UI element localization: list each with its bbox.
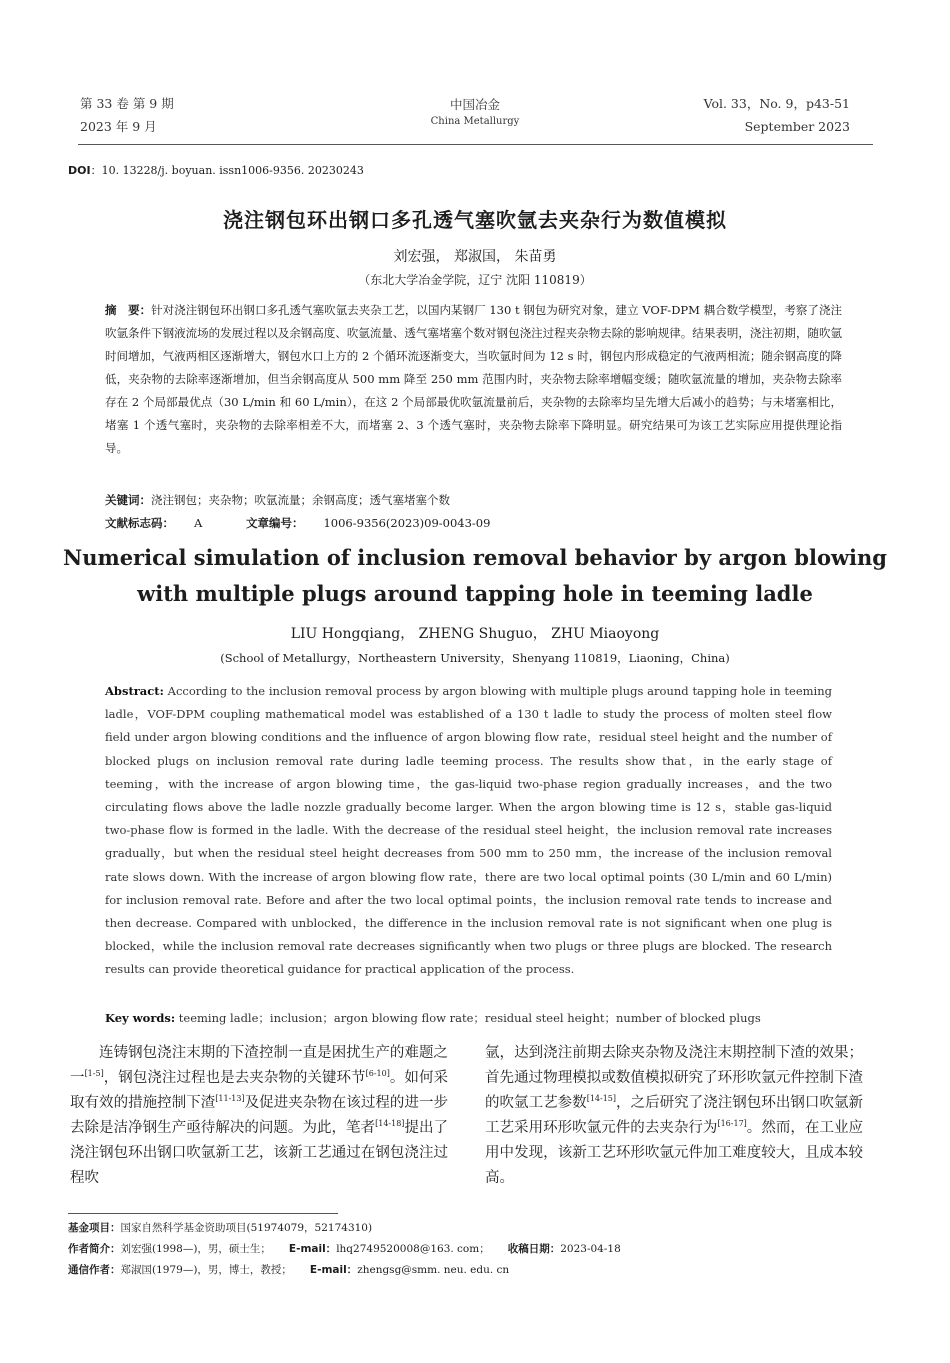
abstract-label-en: Abstract: (105, 684, 164, 698)
abstract-en (105, 680, 832, 982)
journal-volume-en (704, 92, 850, 138)
doi (68, 162, 364, 178)
citation: [16-17] (717, 1119, 747, 1128)
citation: [14-18] (375, 1119, 405, 1128)
article-meta-cn (105, 512, 530, 535)
doc-code: A (194, 516, 203, 530)
doi-value: ：10. 13228/j. boyuan. issn1006-9356. 20230243 (90, 164, 364, 177)
keywords-text-en: teeming ladle；inclusion；argon blowing flow rate；residual steel height；number of blocked plugs (178, 1011, 761, 1025)
footnote-rule (68, 1213, 338, 1214)
citation: [1-5] (84, 1069, 104, 1078)
abstract-text-en: According to the inclusion removal process by argon blowing with multiple plugs around tapping hole in teeming ladle，VOF-DPM coupling mathematical model was established of a 130 t ladle to study the process of molten steel flow field under argon blowing conditions and the influence of argon blowing flow rate，residual steel height and the number of blocked plugs on inclusion removal rate during ladle teeming process. The results show that，in the early stage of teeming，with the increase of argon blowing time，the gas-liquid two-phase region gradually increases，and the two circulating flows above the ladle nozzle gradually become larger. When the argon blowing time is 12 s，stable gas-liquid two-phase flow is formed in the ladle. With the decrease of the residual steel height，the inclusion removal rate increases gradually，but when the residual steel height decreases from 500 mm to 250 mm，the increase of the inclusion removal rate slows down. With the increase of argon blowing flow rate，there are two local optimal points (30 L/min and 60 L/min) for inclusion removal rate. Before and after the two local optimal points，the inclusion removal rate tends to increase and then decrease. Compared with unblocked，the difference in the inclusion removal rate is not significant when one plug is blocked，while the inclusion removal rate decreases significantly when two plugs or three plugs are blocked. The research results can provide theoretical guidance for practical application of the process. (105, 684, 832, 977)
body-column-left (70, 1041, 448, 1191)
keywords-cn (105, 489, 842, 512)
citation: [6-10] (365, 1069, 390, 1078)
date-cn: 2023 年 9 月 (80, 119, 157, 134)
received-date: 2023-04-18 (560, 1243, 621, 1255)
authors-en: LIU Hongqiang， ZHENG Shuguo， ZHU Miaoyong (290, 626, 660, 642)
body-text: 连铸钢包浇注末期的下渣控制一直是困扰生产的难题之一 (70, 1045, 448, 1086)
article-no-label: 文章编号： (245, 516, 304, 530)
body-text: 。如何采取有效的措施控制下渣 (70, 1070, 449, 1111)
affiliation-en: (School of Metallurgy，Northeastern University，Shenyang 110819，Liaoning，China) (220, 651, 730, 665)
article-no: 1006-9356(2023)09-0043-09 (323, 516, 491, 530)
abstract-label-cn: 摘 要： (105, 303, 152, 317)
abstract-cn (105, 299, 842, 460)
volume-issue-cn: 第 33 卷 第 9 期 (80, 96, 174, 111)
fund-label: 基金项目： (68, 1222, 121, 1234)
body-text: 及促进夹杂物在该过程的进一步去除是洁净钢生产亟待解决的问题。为此，笔者 (70, 1095, 449, 1136)
abstract-text-cn: 针对浇注钢包环出钢口多孔透气塞吹氩去夹杂工艺，以国内某钢厂 130 t 钢包为研究对象，建立 VOF-DPM 耦合数学模型，考察了浇注吹氩条件下钢液流场的发展过程以及余钢高度、吹氩流量、透气塞堵塞个数对钢包浇注过程夹杂物去除的影响规律。结果表明，浇注初期，随吹氩时间增加，气液两相区逐渐增大，钢包水口上方的 2 个循环流逐渐变大，当吹氩时间为 12 s 时，钢包内形成稳定的气液两相流；随余钢高度的降低，夹杂物的去除率逐渐增加，但当余钢高度从 500 mm 降至 250 mm 范围内时，夹杂物去除率增幅变缓；随吹氩流量的增加，夹杂物去除率存在 2 个局部最优点（30 L/min 和 60 L/min），在这 2 个局部最优吹氩流量前后，夹杂物的去除率均呈先增大后减小的趋势；与未堵塞相比，堵塞 1 个透气塞时，夹杂物的去除率相差不大，而堵塞 2、3 个透气塞时，夹杂物去除率下降明显。研究结果可为该工艺实际应用提供理论指导。 (105, 303, 842, 455)
body-text: 提出了浇注钢包环出钢口吹氩新工艺，该新工艺通过在钢包浇注过程吹 (70, 1120, 449, 1186)
title-en-line1: Numerical simulation of inclusion removal behavior by argon blowing (63, 545, 887, 570)
body-text: ，之后研究了浇注钢包环出钢口吹氩新工艺采用环形吹氩元件的去夹杂行为 (485, 1095, 864, 1136)
body-text: 氩，达到浇注前期去除夹杂物及浇注末期控制下渣的效果；首先通过物理模拟或数值模拟研究了环形吹氩元件控制下渣的吹氩工艺参数 (485, 1045, 863, 1111)
keywords-label-en: Key words: (105, 1011, 176, 1025)
title-en (0, 540, 950, 612)
journal-name-en: China Metallurgy (430, 116, 520, 127)
footnote-fund (68, 1218, 372, 1239)
date-en: September 2023 (744, 119, 850, 134)
footnote-corresponding (68, 1260, 509, 1281)
corr-label: 通信作者： (68, 1264, 121, 1276)
author-label: 作者简介： (68, 1243, 121, 1255)
authors-cn: 刘宏强， 郑淑国， 朱苗勇 (393, 249, 557, 265)
body-text: 。然而，在工业应用中发现，该新工艺环形吹氩元件加工难度较大，且成本较高。 (485, 1120, 864, 1186)
body-column-right (485, 1041, 863, 1191)
volume-pages-en: Vol. 33，No. 9，p43-51 (703, 96, 850, 111)
email-label: E-mail： (288, 1243, 337, 1255)
corr-email: zhengsg@smm. neu. edu. cn (357, 1264, 510, 1276)
title-en-line2: with multiple plugs around tapping hole in teeming ladle (137, 581, 813, 606)
received-label: 收稿日期： (507, 1243, 561, 1255)
title-cn: 浇注钢包环出钢口多孔透气塞吹氩去夹杂行为数值模拟 (223, 208, 727, 232)
body-text: ，钢包浇注过程也是去夹杂物的关键环节 (103, 1070, 366, 1086)
author-text: 刘宏强(1998—)，男，硕士生； (120, 1243, 271, 1255)
corr-text: 郑淑国(1979—)，男，博士，教授； (120, 1264, 292, 1276)
journal-name-cn: 中国冶金 (449, 97, 500, 112)
keywords-en (105, 1007, 832, 1030)
doi-label: DOI (68, 164, 91, 177)
citation: [14-15] (586, 1094, 617, 1103)
header-rule (78, 144, 873, 145)
fund-text: 国家自然科学基金资助项目(51974079，52174310) (120, 1222, 373, 1234)
citation: [11-13] (215, 1094, 245, 1103)
email-label: E-mail： (309, 1264, 358, 1276)
doc-code-label: 文献标志码： (105, 516, 174, 530)
author-email: lhq2749520008@163. com； (336, 1243, 490, 1255)
keywords-label-cn: 关键词： (105, 493, 151, 507)
keywords-text-cn: 浇注钢包；夹杂物；吹氩流量；余钢高度；透气塞堵塞个数 (151, 493, 450, 507)
affiliation-cn: （东北大学冶金学院，辽宁 沈阳 110819） (358, 273, 592, 287)
footnote-author (68, 1239, 621, 1260)
